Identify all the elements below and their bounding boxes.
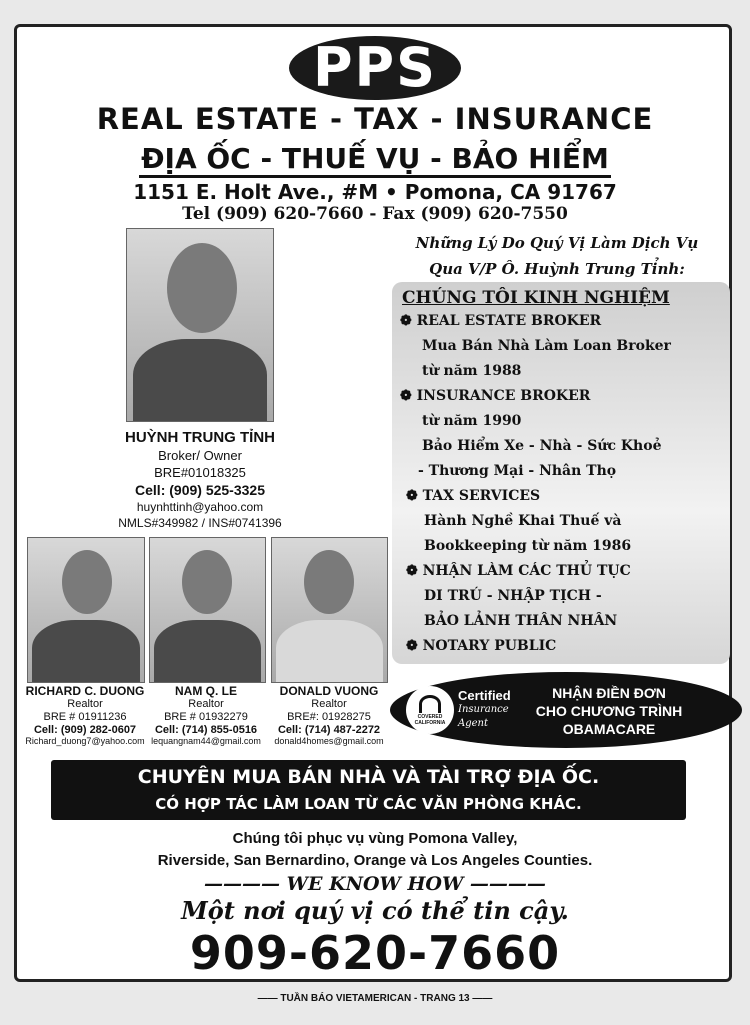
agent-bre: BRE#: 01928275 [287, 711, 371, 723]
agent-cell: Cell: (909) 282-0607 [33, 724, 137, 736]
agent-photo-nam [149, 537, 266, 683]
page-footer: —— TUẦN BÁO VIETAMERICAN - TRANG 13 —— [257, 993, 493, 1004]
service-line: BẢO LẢNH THÂN NHÂN [424, 613, 618, 629]
owner-title: Broker/ Owner [158, 448, 242, 463]
service-line: Hành Nghề Khai Thuế và [424, 513, 622, 529]
agent-email[interactable]: donald4homes@gmail.com [274, 736, 384, 746]
agent-cell: Cell: (714) 487-2272 [277, 724, 381, 736]
agent-name: DONALD VUONG [279, 684, 379, 698]
reasons-line-1: Những Lý Do Quý Vị Làm Dịch Vụ [415, 234, 699, 252]
service-tax: ❁ TAX SERVICES [406, 488, 541, 504]
service-line: từ năm 1988 [422, 363, 522, 379]
service-real-estate: ❁ REAL ESTATE BROKER [400, 313, 602, 329]
agent-name: RICHARD C. DUONG [25, 684, 145, 698]
agent-role: Realtor [311, 698, 347, 710]
service-line: - Thương Mại - Nhân Thọ [418, 463, 617, 479]
obamacare-text [506, 684, 712, 738]
headline-english: REAL ESTATE - TAX - INSURANCE [96, 102, 654, 136]
agent-card-nam [142, 684, 270, 746]
agent-card-donald [265, 684, 393, 746]
experience-title: CHÚNG TÔI KINH NGHIỆM [402, 288, 670, 308]
service-area-line-2: Riverside, San Bernardino, Orange và Los Angeles Counties. [157, 852, 593, 869]
agent-bre: BRE # 01932279 [164, 711, 248, 723]
flower-bullet-icon: ❁ [400, 313, 412, 329]
agent-role: Realtor [188, 698, 224, 710]
service-line: Mua Bán Nhà Làm Loan Broker [422, 338, 671, 354]
headline-vietnamese-text: ĐỊA ỐC - THUẾ VỤ - BẢO HIỂM [139, 142, 611, 178]
office-address: 1151 E. Holt Ave., #M • Pomona, CA 91767 [133, 180, 617, 204]
pps-logo: PPS [289, 36, 461, 100]
service-list [400, 309, 730, 659]
service-line: Bookkeeping từ năm 1986 [424, 538, 632, 554]
agent-role: Realtor [67, 698, 103, 710]
owner-licenses: NMLS#349982 / INS#0741396 [118, 516, 282, 530]
service-area [20, 828, 730, 872]
flower-bullet-icon: ❁ [406, 488, 418, 504]
service-line: từ năm 1990 [422, 413, 522, 429]
flower-bullet-icon: ❁ [406, 563, 418, 579]
service-area-line-1: Chúng tôi phục vụ vùng Pomona Valley, [232, 830, 518, 847]
service-line: Bảo Hiểm Xe - Nhà - Sức Khoẻ [422, 438, 662, 454]
obamacare-line-2: CHO CHƯƠNG TRÌNH [535, 703, 683, 719]
obamacare-line-3: OBAMACARE [562, 721, 656, 737]
banner-line-2: CÓ HỢP TÁC LÀM LOAN TỪ CÁC VĂN PHÒNG KHÁC. [155, 795, 582, 813]
owner-bre: BRE#01018325 [154, 465, 246, 480]
main-phone[interactable]: 909-620-7660 [189, 926, 561, 980]
reasons-heading [392, 230, 722, 282]
agent-cell: Cell: (714) 855-0516 [154, 724, 258, 736]
agent-email[interactable]: Richard_duong7@yahoo.com [25, 736, 145, 746]
trust-slogan: Một nơi quý vị có thể tin cậy. [181, 896, 569, 925]
reasons-line-2: Qua V/P Ô. Huỳnh Trung Tỉnh: [429, 260, 685, 278]
service-notary: ❁ NOTARY PUBLIC [406, 638, 557, 654]
agent-card-richard [20, 684, 150, 746]
agent-photo-donald [271, 537, 388, 683]
agent-photo-richard [27, 537, 145, 683]
services-banner [51, 760, 686, 820]
certified-agent-label: Certified Insurance Agent [458, 688, 511, 729]
owner-email[interactable]: huynhttinh@yahoo.com [136, 500, 264, 514]
covered-california-badge-icon [406, 686, 454, 734]
flower-bullet-icon: ❁ [406, 638, 418, 654]
owner-photo [126, 228, 274, 422]
agent-email[interactable]: lequangnam44@gmail.com [151, 736, 261, 746]
banner-line-1: CHUYÊN MUA BÁN NHÀ VÀ TÀI TRỢ ĐỊA ỐC. [137, 766, 600, 788]
service-insurance: ❁ INSURANCE BROKER [400, 388, 591, 404]
we-know-how: ———— WE KNOW HOW ———— [204, 873, 546, 895]
owner-cell: Cell: (909) 525-3325 [135, 482, 265, 498]
owner-name: HUỲNH TRUNG TỈNH [125, 429, 275, 446]
obamacare-line-1: NHẬN ĐIỀN ĐƠN [552, 685, 666, 701]
headline-vietnamese [20, 142, 730, 175]
agent-bre: BRE # 01911236 [43, 711, 127, 723]
flower-bullet-icon: ❁ [400, 388, 412, 404]
service-line: DI TRÚ - NHẬP TỊCH - [424, 588, 602, 604]
badge-bottom-text: CALIFORNIA [414, 720, 446, 726]
service-immigration: ❁ NHẬN LÀM CÁC THỦ TỤC [406, 563, 631, 579]
agent-name: NAM Q. LE [175, 684, 237, 698]
badge-top-text: COVERED [417, 714, 443, 720]
tel-fax: Tel (909) 620-7660 - Fax (909) 620-7550 [182, 204, 568, 224]
